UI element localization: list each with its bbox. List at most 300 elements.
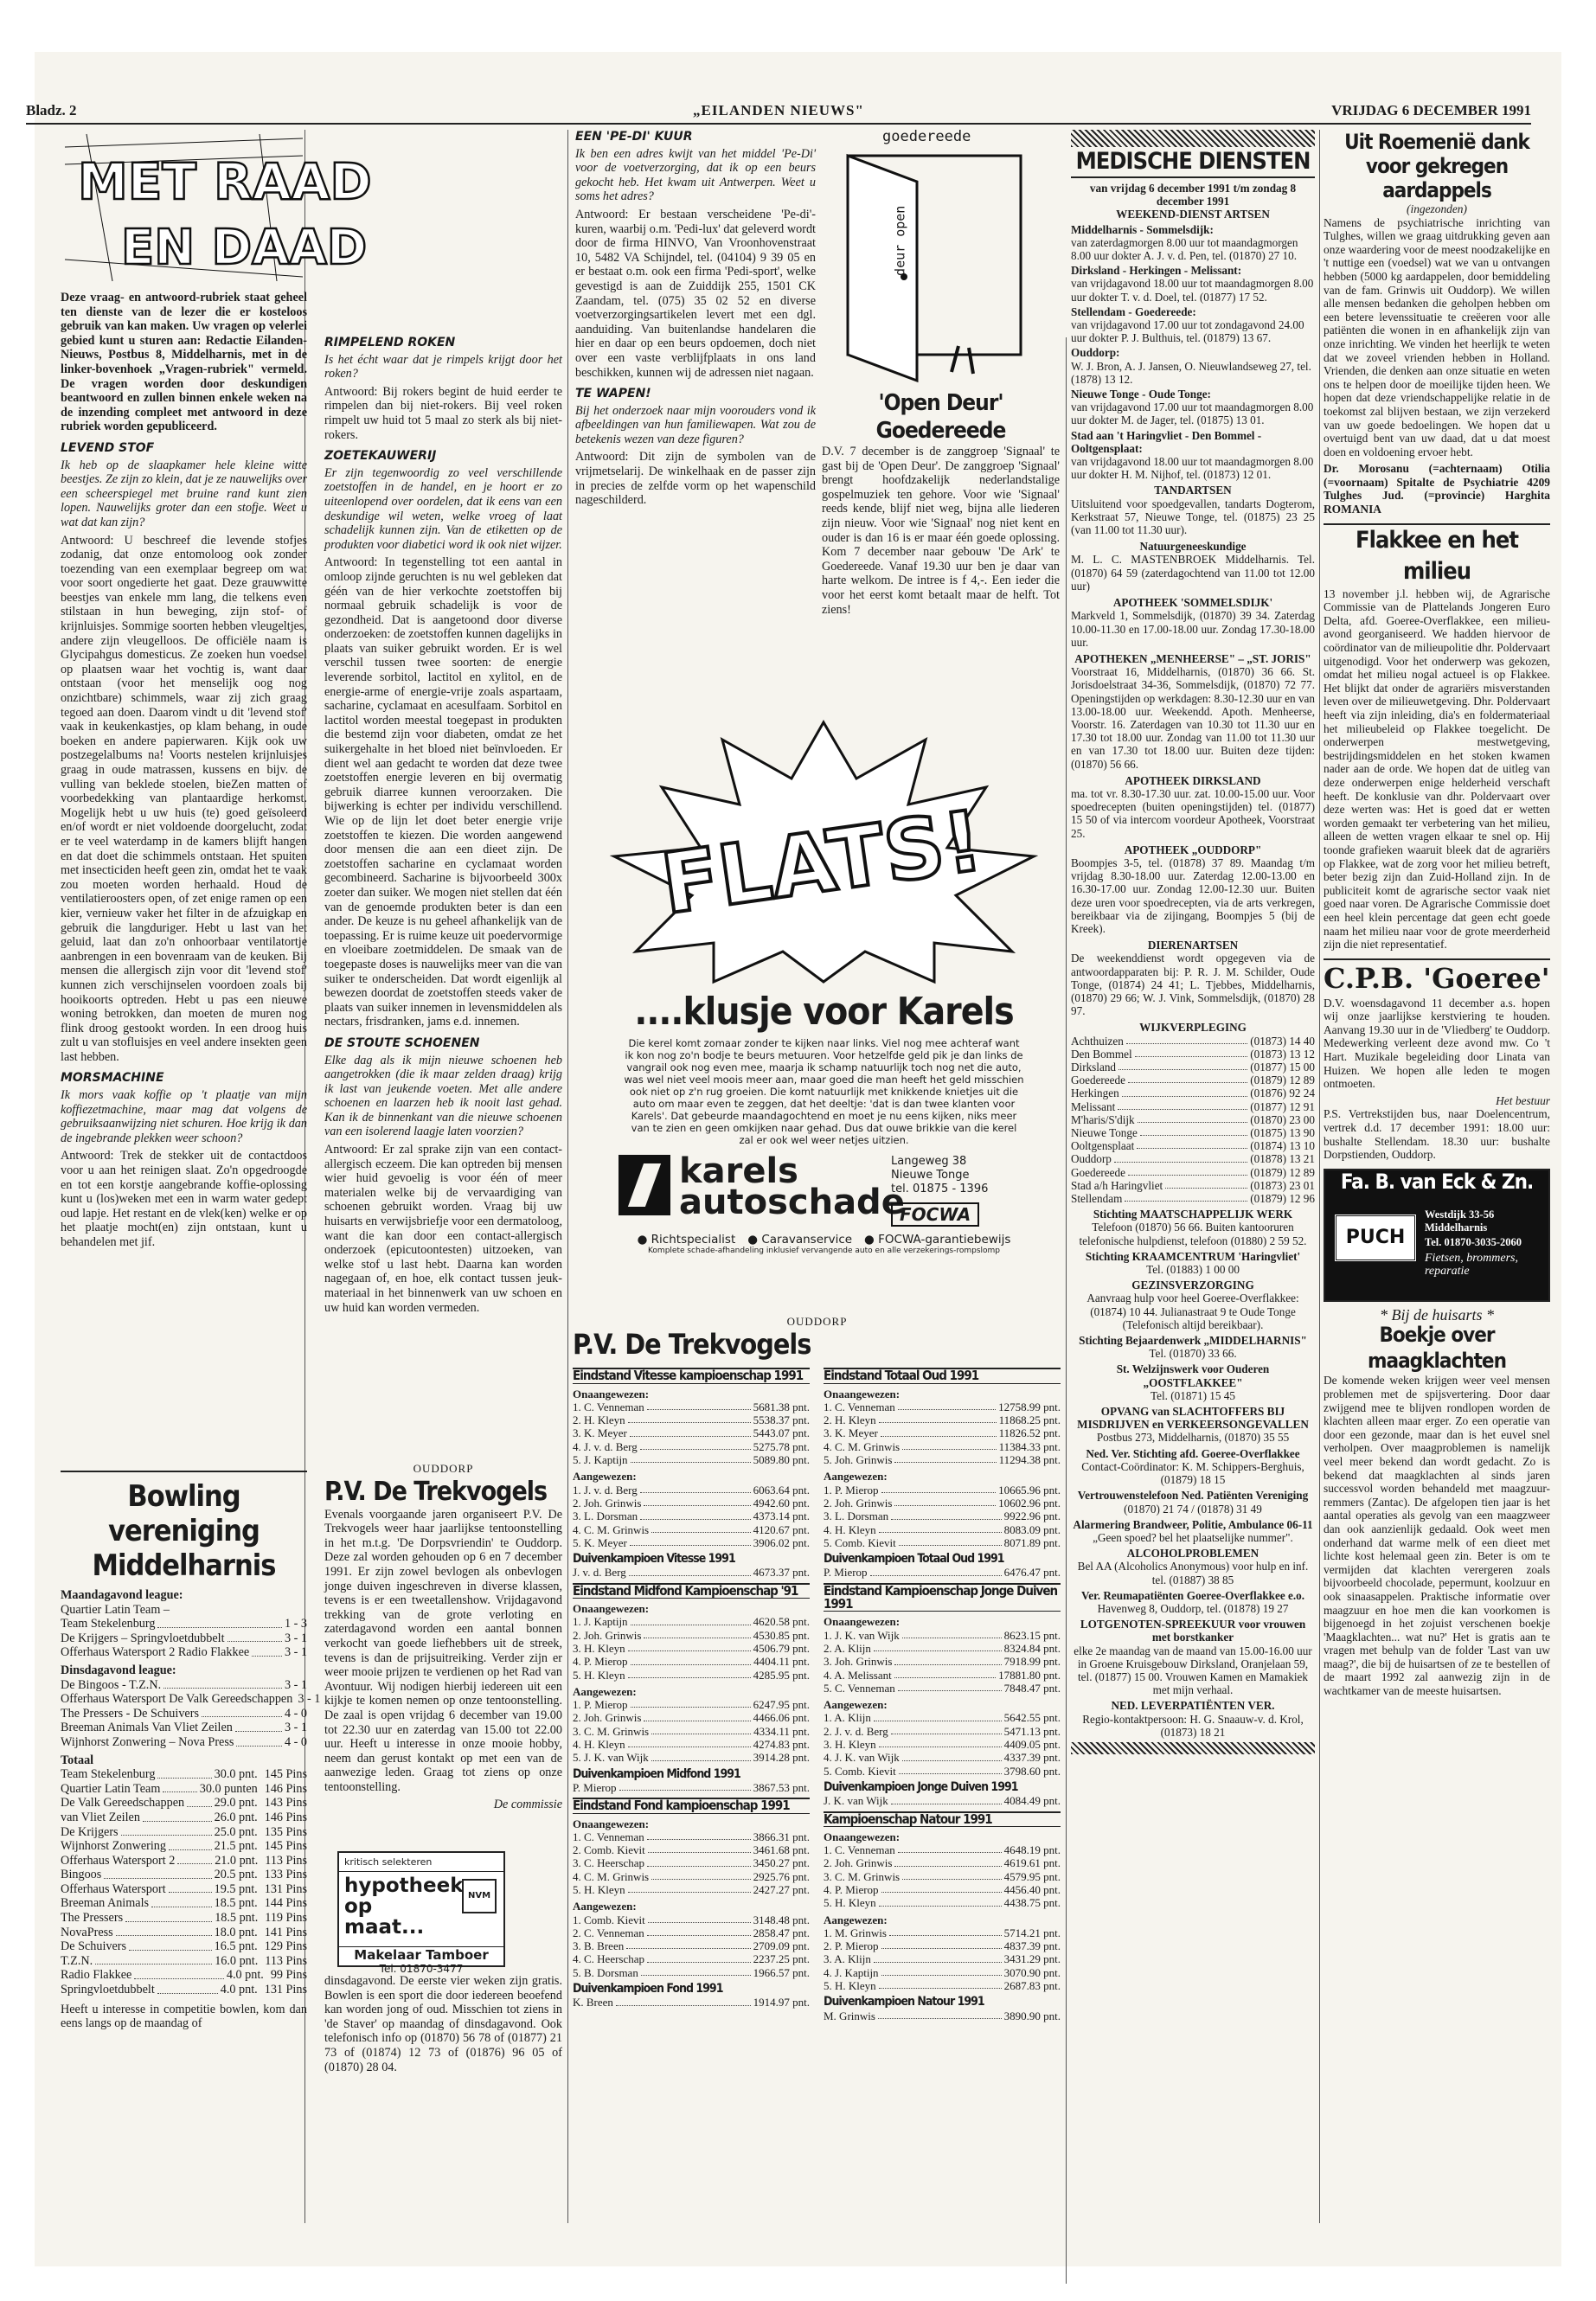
bowling-league-heading: Maandagavond league:	[61, 1588, 183, 1602]
results-subheading: Aangewezen:	[573, 1900, 637, 1913]
results-row	[573, 1400, 810, 1413]
service-name: LOTGENOTEN-SPREEKUUR voor vrouwen met borstkanker	[1080, 1618, 1306, 1644]
row-value: 18.5 pnt.	[215, 1911, 259, 1926]
row-value: 5681.38 pnt.	[753, 1400, 810, 1413]
bowling-title: Middelharnis	[92, 1548, 276, 1583]
results-subheading: Onaangewezen:	[824, 1830, 901, 1843]
ad-bullet: ● FOCWA-garantiebewijs	[864, 1233, 1011, 1247]
row-label: 3. A. Klijn	[824, 1952, 871, 1966]
answer-text: Antwoord: Er bestaan verscheidene 'Pe-di'-kuren, waarbij o.m. 'Pedi-lux' dat geleverd wordt door de firma HINVO, Van Vroonhovenstraat 10, 5482 VA Schijndel, tel. (04104) 9 39 05 en er bestaat o.m. ook een firma 'Pedi-sport', welke gevestigd is aan de Zuiddijk 255, 1501 CK Zaandam, tel. (075) 35 02 52 en diverse voetverzorgingsartikelen levert met een dgl. aanduiding. Van buitenlandse handelaren die hier en daar op een beurs opdoemen, doch niet over een vaste verblijfplaats in ons land beschikken, kunnen wij de adressen niet nagaan.	[575, 207, 816, 380]
row-leader	[630, 1426, 751, 1436]
row-leader	[651, 1870, 751, 1880]
row-label: 3. L. Dorsman	[573, 1509, 638, 1523]
row-value: 18.0 pnt.	[214, 1925, 258, 1939]
row-leader	[889, 1926, 1002, 1936]
results-subheading: Onaangewezen:	[824, 1387, 901, 1400]
row-leader	[628, 1883, 751, 1893]
row-leader	[1126, 1035, 1247, 1044]
column-2	[324, 329, 562, 1453]
champion-heading: Duivenkampioen Jonge Duiven 1991	[824, 1779, 1018, 1794]
row-leader	[879, 1979, 1002, 1989]
row-leader	[898, 1843, 1002, 1853]
bowling-total-row	[61, 1796, 307, 1811]
row-label: 5. Joh. Grinwis	[824, 1453, 893, 1467]
results-row	[573, 1843, 810, 1856]
ad-company: Fa. B. van Eck & Zn.	[1340, 1169, 1534, 1194]
service-name: Stichting MAATSCHAPPELIJK WERK	[1093, 1208, 1293, 1221]
row-label: J. K. van Wijk	[824, 1794, 888, 1808]
bowling-team-line: Quartier Latin Team –	[61, 1602, 170, 1617]
ad-fineprint: Komplete schade-afhandeling inklusief vervangende auto en alle verzekerings-rompslomp	[647, 1247, 1001, 1255]
nvm-logo-icon: NVM	[462, 1879, 497, 1913]
bowling-total-row	[61, 1825, 307, 1840]
bowling-total-row	[61, 1968, 307, 1983]
nursing-row	[1071, 1179, 1315, 1192]
row-leader	[169, 1839, 212, 1850]
article-title: P.V. De Trekvogels	[324, 1476, 548, 1507]
row-value: 1966.57 pnt.	[753, 1965, 810, 1979]
row-value: 3461.68 pnt.	[753, 1843, 810, 1857]
question-text: Ik heb op de slaapkamer hele kleine witte beestjes. Ze zijn zo klein, dat je ze nauwelijks over een scheerspiegel met bruine rand kunt zien lopen. Nauwelijks groter dan een stofje. Weet u wat dat kan zijn?	[61, 458, 307, 529]
article-text: 13 november j.l. hebben wij, de Agrarische Commissie van de Plattelands Jongeren Euro Delta, afd. Goeree-Overflakkee, een milieu-avond georganiseerd. We hadden hiervoor de coördinator van de milieupolitie dhr. Poldervaart uitgenodigd. Voor het onderwerp was gekozen, omdat het milieu nogal actueel is op Flakkee. Het blijkt dat onder de agrariërs misverstanden leven over de milieuwetgeving. Dhr. Poldervaart heeft via zijn inleiding, dia's en foldermateriaal het milieubeleid op Flakkee toegelicht. De onderwerpen mestwetgeving, bestrijdingsmiddelen en het stoken kwamen nader aan de orde. We hopen dat de uitleg van deze onderwerpen enige helderheid verschaft heeft. De konklusie van dhr. Poldervaart over deze werten was: Het is goed dat er wetten worden gemaakt ter verbetering van het milieu, alleen de wetten vragen elkaar te snel op. Hij toonde grafieken waaruit bleek dat de agrariërs op Flakkee, wat de zorg voor het milieu betreft, beter bezig zijn dan Zuid-Holland zijn. In de publiciteit komt de agrarische sector vaak niet goed naar voren. De Agrarische Commissie doet een heel klein percentage dat geen echt goede naam het milieu naar voor de grote meerderheid zijn die niet representatief.	[1324, 586, 1550, 952]
trekvogels-announcement	[324, 1462, 562, 1825]
article-text: D.V. woensdagavond 11 december a.s. hopen wij onze jaarlijkse kerstviering te houden. Aanvang 19.30 uur in de 'Vliedberg' te Ouddorp. Medewerking verleent deze avond mw. Co 't Hart. Muzikale begeleiding door Linata van Huizen. We hopen alle leden te mogen ontmoeten.	[1324, 996, 1550, 1091]
row-value: 4120.67 pnt.	[753, 1522, 810, 1536]
row-label: Offerhaus Watersport De Valk Gereedschappen	[61, 1692, 293, 1707]
row-label: Dirksland	[1071, 1061, 1117, 1074]
row-value: 11826.52 pnt.	[998, 1426, 1061, 1440]
question-heading: ZOETEKAUWERIJ	[324, 449, 437, 464]
results-row	[573, 1615, 810, 1628]
row-value: 1914.97 pnt.	[753, 1996, 810, 2009]
row-label: 1. P. Mierop	[573, 1698, 628, 1712]
row-value: 4409.05 pnt.	[1003, 1738, 1061, 1752]
row-leader	[121, 1825, 212, 1836]
row-label: De Bingoos - T.Z.N.	[61, 1677, 162, 1692]
bowling-result-row	[61, 1631, 307, 1646]
row-leader	[879, 1413, 997, 1423]
service-text: Havenweg 8, Ouddorp, tel. (01878) 19 27	[1097, 1601, 1289, 1615]
bowling-results	[61, 1617, 307, 1660]
hatched-border	[1071, 1742, 1315, 1754]
bike-shop-ad	[1324, 1169, 1550, 1302]
results-row	[573, 1725, 810, 1738]
row-leader	[644, 1711, 750, 1721]
column-divider	[1319, 130, 1320, 2223]
ad-headline: hypotheek op maat...	[344, 1875, 464, 1939]
service-entry	[1071, 1447, 1315, 1487]
results-subheading: Aangewezen:	[824, 1913, 888, 1926]
row-value: 25.0 pnt.	[214, 1824, 258, 1839]
page-header	[26, 102, 1531, 125]
answer-text: Antwoord: Er zal sprake zijn van een contact-allergisch eczeem. Die kan optreden bij mensen wier huid gevoelig is voor één of meer materialen welke bij de vervaardiging van schoenen gebruikt worden. Vraag bij uw huisarts en verwijsbriefje voor een dermatoloog, want die kan door een contact-allergisch onderzoek (epicutoontesten) uitzoeken, van welke stof u last hebt. Daarna kan worden nagegaan of, en hoe, elk contact tussen jeuk-materiaal in het binnenwerk van uw schoen en uw huid kan worden vermeden.	[324, 1143, 562, 1315]
answer-text: Antwoord: Trek de stekker uit de contactdoos voor u aan het reinigen slaat. Zo'n opgedroogde en tot een korstje aangebrande koffie-oplossing kunt u (los)weken met een in warm water gedept oud lapje. Het restant en de vlek(ken) welke er op het plaatje mocht(en) zijn ontstaan, kunt u behandelen met jif.	[61, 1149, 307, 1249]
nursing-row	[1071, 1192, 1315, 1205]
row-value: 3914.28 pnt.	[753, 1751, 810, 1765]
row-label: 2. H. Kleyn	[573, 1413, 625, 1427]
row-value: (01873) 23 01	[1250, 1178, 1315, 1192]
ad-bullets	[606, 1233, 1042, 1247]
results-row	[573, 1536, 810, 1549]
results-heading: Eindstand Fond kampioenschap 1991	[573, 1798, 810, 1813]
row-leader	[104, 1868, 211, 1879]
question-heading: EEN 'PE-DI' KUUR	[575, 130, 693, 144]
row-label: Herkingen	[1071, 1086, 1119, 1100]
row-leader	[899, 1536, 1002, 1546]
results-row	[573, 1497, 810, 1509]
row-value: (01879) 12 89	[1250, 1074, 1315, 1087]
row-value: 3906.02 pnt.	[753, 1535, 810, 1549]
row-leader	[628, 1669, 751, 1678]
row-value: 4942.60 pnt.	[753, 1496, 810, 1509]
row-leader	[125, 1911, 212, 1922]
row-label: De Schuivers	[61, 1939, 127, 1954]
article-subtitle: (ingezonden)	[1407, 202, 1467, 215]
results-row	[824, 1523, 1061, 1536]
row-leader	[628, 1642, 751, 1651]
pharmacy-text: Voorstraat 16, Middelharnis, (01870) 36 66. St. Jorisdoelstraat 34-36, Sommelsdijk, (01870) 72 77. Openingstijden op werkdagen: 8.30-12.30 uur en van 13.00-18.00 uur. Weekendd. Apoth. Menheerse, Voorstr. 16. Zaterdagen van 10.30 tot 11.30 uur en 17.30 tot 18.00 uur. Zondag van 11.00 tot 11.30 uur en van 17.30 tot 18.00 uur. Buiten deze tijden: (01870) 56 66.	[1071, 665, 1315, 771]
row-value: 4373.14 pnt.	[753, 1509, 810, 1523]
row-value-2: 146 Pins	[264, 1781, 307, 1796]
row-label: 1. C. Venneman	[573, 1400, 644, 1413]
results-row	[573, 1523, 810, 1536]
row-label: 2. P. Mierop	[824, 1939, 879, 1953]
results-row	[573, 1484, 810, 1497]
row-value: 5443.07 pnt.	[753, 1426, 810, 1440]
results-row	[573, 1426, 810, 1439]
doctor-area: Nieuwe Tonge - Oude Tonge:	[1071, 388, 1211, 401]
results-row	[824, 1509, 1061, 1522]
service-entry	[1071, 1699, 1315, 1739]
row-value: 3431.29 pnt.	[1003, 1952, 1061, 1966]
question-heading: DE STOUTE SCHOENEN	[324, 1035, 480, 1050]
champion-row	[573, 1566, 810, 1579]
row-value: 30.0 pnt.	[214, 1767, 258, 1782]
row-value: 4466.06 pnt.	[753, 1711, 810, 1725]
bowling-total-row	[61, 1767, 307, 1782]
results-row	[824, 1725, 1061, 1738]
row-value: 4.0 pnt.	[220, 1983, 258, 1997]
row-label: 3. K. Meyer	[824, 1426, 878, 1440]
service-text: Regio-kontaktpersoon: H. G. Snaauw-v. d. Krol, (01873) 18 21	[1082, 1712, 1304, 1739]
row-label: 2. Joh. Grinwis	[573, 1496, 642, 1509]
service-text: elke 2e maandag van de maand van 15.00-16.00 uur in Groene Kruisgebouw Dirksland, Oranjelaan 59, tel. (01877) 15 00. Vrouwen Kamen en Mamakiek met mijn verhaal.	[1074, 1644, 1312, 1697]
row-label: 2. Joh. Grinwis	[573, 1711, 642, 1725]
results-row	[573, 1629, 810, 1642]
open-deur-illustration	[822, 130, 1060, 389]
doctor-text: van vrijdagavond 17.00 uur tot zondagavond 24.00 uur dokter P. J. Bulthuis, tel. (01879) 13 67.	[1071, 318, 1304, 345]
row-value: 4084.49 pnt.	[1003, 1794, 1061, 1808]
row-value: 3890.90 pnt.	[1003, 2009, 1061, 2022]
row-label: 2. H. Kleyn	[824, 1413, 876, 1427]
row-leader	[202, 1707, 282, 1718]
row-leader	[630, 1536, 751, 1546]
row-value-2: 131 Pins	[264, 1983, 307, 1997]
row-leader	[648, 1843, 751, 1853]
nursing-row	[1071, 1152, 1315, 1165]
row-value: 4334.11 pnt.	[753, 1724, 810, 1738]
row-label: Radio Flakkee	[61, 1968, 132, 1983]
row-value: 12758.99 pnt.	[998, 1400, 1061, 1413]
row-label: M. Grinwis	[824, 2009, 875, 2022]
row-leader	[1138, 1113, 1248, 1123]
row-leader	[902, 1870, 1002, 1880]
doctor-list	[1071, 223, 1315, 482]
article-title: 'Open Deur' Goedereede	[875, 390, 1006, 444]
results-row	[573, 1856, 810, 1869]
doctor-text: van vrijdagavond 17.00 uur tot maandagmorgen 8.00 uur dokter M. de Jager, tel. (01875) 13 01.	[1071, 401, 1314, 427]
results-row	[824, 1629, 1061, 1642]
results-row	[824, 1939, 1061, 1952]
row-label: Nieuwe Tonge	[1071, 1126, 1138, 1140]
row-value: 4274.83 pnt.	[753, 1738, 810, 1752]
row-value: 4648.19 pnt.	[1003, 1843, 1061, 1857]
row-leader	[235, 1721, 282, 1732]
service-text: Telefoon (01870) 56 66. Buiten kantooruren telefonische hulpdienst, telefoon (01880) 2 59 52.	[1079, 1221, 1307, 1247]
row-value: 16.5 pnt.	[214, 1939, 258, 1954]
results-row	[824, 1870, 1061, 1883]
results-subheading: Aangewezen:	[573, 1684, 637, 1698]
row-leader	[1114, 1152, 1247, 1162]
results-subheading: Onaangewezen:	[573, 1387, 650, 1400]
row-leader	[641, 1966, 751, 1976]
bowling-total-row	[61, 1954, 307, 1969]
nursing-row	[1071, 1074, 1315, 1086]
row-value-2: 146 Pins	[264, 1810, 307, 1824]
row-label: Offerhaus Watersport 2	[61, 1853, 176, 1868]
results-place: OUDDORP	[786, 1315, 848, 1328]
row-label: 1. J. v. d. Berg	[573, 1483, 638, 1497]
row-value-2: 113 Pins	[265, 1953, 307, 1968]
row-value-2: 129 Pins	[264, 1939, 307, 1954]
question-text: Ik mors vaak koffie op 't plaatje van mijn koffiezetmachine, maar mag dat volgens de gebruiksaanwijzing niet schuren. Hoe krijg ik dan de ingebrande plekken weer schoon?	[61, 1088, 307, 1145]
answer-text: Antwoord: U beschreef die levende stofjes zodanig, dat onze entomoloog ook zonder toezending van een exemplaar begreep om wat voor soort ongedierte het gaat. Deze grauwwitte beestjes van enkele mm lang, die telkens even stilstaan in hun beweging, zijn stof- of krijnluisjes. Sommige soorten hebben vleugeltjes, andere zijn vleugelloos. De officiële naam is Glycipahgus domesticus. Ze zoeken hun voedsel op plaatsen waar het vochtig is, want daar ontstaan (voor het menselijk oog nog onzichtbare) schimmels, waar zij zich graag tegoed aan doen. Daarom vindt u dit 'levend stof' vaak in keukenkastjes, op klam behang, in oude boeken en andere papierwaren. Kijk ook uw postzegelalbums na! Voorts nestelen krijnluisjes graag in oude matrassen, kussens en bijv. de vulling van beklede stoelen, bieZen matten of voorbedekking van plantaardige herkomst. Mogelijk hebt u uw huis (te) goed geïsoleerd en/of wordt er niet voldoende doorgelucht, zodat er te veel waterdamp in de kamers blijft hangen en dat doet die schimmels ontstaan. Het spuiten met insecticiden heeft geen zin, omdat het te vaak zou moeten worden herhaald. Houd de ventilatieroosters open, of zet enige ramen op een kier, vernieuw vaker het filter in de afzuigkap en gebruik die langduriger. Hebt u last van het geluid, laat dan zo'n onhoorbaar ventilatortje aanbrengen in een bovenraam van de keuken. Bij mensen die allergisch zijn voor dit 'levend stof' kunnen zich verschijnselen voordoen zoals bij hooikoorts optreden. Hebt u pas een nieuwe woning betrokken, dan moeten de muren nog flink droog gestookt worden. In een droog huis zult u van stofluisjes en veel andere insekten geen last hebben.	[61, 533, 307, 1064]
row-label: P. Mierop	[573, 1780, 617, 1794]
row-value: 18.5 pnt.	[214, 1896, 258, 1911]
doctor-text: van vrijdagavond 18.00 uur tot maandagmorgen 8.00 uur dokter H. M. Nijhof, tel. (01873) 12 01.	[1071, 455, 1314, 482]
column-1	[61, 130, 372, 1462]
row-value: 4 - 0	[284, 1706, 307, 1721]
row-value: 30.0 punten	[199, 1781, 258, 1796]
row-label: Offerhaus Watersport 2 Radio Flakkee	[61, 1645, 250, 1660]
row-leader	[169, 1882, 212, 1894]
row-label: 5. J. Kaptijn	[573, 1453, 628, 1467]
row-value: 5275.78 pnt.	[753, 1439, 810, 1453]
row-label: Achthuizen	[1071, 1034, 1124, 1048]
bowling-footer: Heeft u interesse in competitie bowlen, kom dan eens langs op de maandag of	[61, 2002, 307, 2031]
row-value: (01879) 12 96	[1250, 1192, 1315, 1206]
row-value: (01874) 13 10	[1250, 1139, 1315, 1153]
rubric-logo-illustration	[61, 130, 372, 285]
weekend-heading: WEEKEND-DIENST ARTSEN	[1116, 208, 1270, 221]
bowling-total-heading: Totaal	[61, 1753, 94, 1767]
row-label: Wijnhorst Zonwering	[61, 1839, 166, 1854]
row-leader	[647, 1926, 751, 1936]
bowling-result-row	[61, 1721, 307, 1735]
ad-brand-block	[606, 1151, 1042, 1233]
doctor-entry	[1071, 264, 1315, 304]
row-label: 5. J. K. van Wijk	[573, 1751, 649, 1765]
results-title: P.V. De Trekvogels	[573, 1328, 811, 1362]
results-subheading: Aangewezen:	[824, 1698, 888, 1712]
row-label: De Krijgers	[61, 1824, 119, 1839]
row-leader	[1128, 1166, 1247, 1176]
row-value-2: 113 Pins	[265, 1853, 307, 1868]
row-label: 1. C. Venneman	[824, 1400, 895, 1413]
row-label: 1. J. K. van Wijk	[824, 1628, 900, 1642]
row-leader	[891, 1509, 1002, 1519]
row-value: (01873) 14 40	[1250, 1034, 1315, 1048]
pharmacy-text: ma. tot vr. 8.30-17.30 uur. zat. 10.00-15.00 uur. Voor spoedrecepten (buiten openingstijden) tel. (01877) 15 50 of via intercom voordeur Apotheek, Voorstraat 25.	[1071, 786, 1315, 840]
section-title: MEDISCHE DIENSTEN	[1071, 147, 1315, 178]
pharmacy-text: Boompjes 3-5, tel. (01878) 37 89. Maandag t/m vrijdag 8.30-18.00 uur. Zaterdag 12.00-13.00 en 16.30-17.00 uur. Zondag 12.00-12.30 uur. Buiten deze uren voor spoedrecepten, via de arts verkregen, bereikbaar via de zijingang, Boompjes 5 (bij de Kreek).	[1071, 856, 1315, 935]
row-leader	[157, 1983, 218, 1994]
ad-slogan: ....klusje voor Karels	[634, 990, 1014, 1034]
row-label: 3. C. Heerschap	[573, 1856, 645, 1870]
row-label: Team Stekelenburg	[61, 1617, 156, 1631]
row-leader	[879, 1738, 1002, 1747]
newspaper-name: „EILANDEN NIEUWS"	[693, 102, 864, 119]
results-right	[824, 1364, 1061, 2022]
row-value: 6063.64 pnt.	[753, 1483, 810, 1497]
svg-text:EN DAAD: EN DAAD	[121, 220, 368, 276]
row-leader	[647, 1952, 751, 1962]
row-value: 2687.83 pnt.	[1003, 1979, 1061, 1993]
row-value: 3867.53 pnt.	[753, 1780, 810, 1794]
service-text: Tel. (01871) 15 45	[1151, 1388, 1235, 1402]
row-value: 11294.38 pnt.	[998, 1453, 1061, 1467]
results-heading: Kampioenschap Natour 1991	[824, 1811, 1061, 1827]
champion-heading: Duivenkampioen Midfond 1991	[573, 1766, 740, 1781]
row-leader	[647, 1830, 751, 1840]
champion-heading: Duivenkampioen Totaal Oud 1991	[824, 1552, 1004, 1567]
service-text: Aanvraag hulp voor heel Goeree-Overflakkee: (01874) 10 44. Julianastraat 9 te Oude Tonge (Telefonisch altijd bereikbaar).	[1086, 1292, 1299, 1331]
results-row	[824, 1413, 1061, 1426]
service-entry	[1071, 1250, 1315, 1276]
service-entry	[1071, 1362, 1315, 1402]
svg-text:MET RAAD: MET RAAD	[78, 152, 372, 211]
row-label: 1. M. Grinwis	[824, 1926, 887, 1939]
mortgage-ad	[337, 1851, 505, 1975]
row-label: The Pressers - De Schuivers	[61, 1706, 199, 1721]
row-label: 3. K. Meyer	[573, 1426, 627, 1440]
row-leader	[874, 1711, 1002, 1721]
results-row	[824, 1856, 1061, 1869]
question-heading: MORSMACHINE	[61, 1071, 164, 1086]
row-leader	[616, 1996, 751, 2005]
results-row	[573, 1913, 810, 1926]
champion-row	[573, 1781, 810, 1794]
service-name: Alarmering Brandweer, Politie, Ambulance 06-11	[1073, 1517, 1313, 1531]
row-leader	[902, 1751, 1002, 1760]
row-leader	[902, 1629, 1002, 1638]
doctor-text: van vrijdagavond 18.00 uur tot maandagmorgen 8.00 uur dokter T. v. d. Doel, tel. (01877) 17 52.	[1071, 277, 1314, 304]
service-entry	[1071, 1208, 1315, 1247]
row-leader	[891, 1794, 1002, 1804]
row-label: 1. C. Venneman	[573, 1830, 644, 1843]
row-value: 4620.58 pnt.	[753, 1615, 810, 1629]
row-value: 21.5 pnt.	[214, 1839, 258, 1854]
row-value: 2427.27 pnt.	[753, 1882, 810, 1896]
row-leader	[644, 1629, 750, 1638]
row-label: 4. C. Heerschap	[573, 1952, 645, 1966]
row-leader	[1137, 1139, 1247, 1149]
doctor-area: Ouddorp:	[1071, 346, 1120, 360]
row-label: Quartier Latin Team	[61, 1781, 161, 1796]
question-text: Elke dag als ik mijn nieuwe schoenen heb aangetrokken (die ik maar zelden draag) krijg ik last van jeukende voeten. Met alle andere schoenen en laarzen heb ik nooit last gehad. Kan ik de binnenkant van die nieuwe schoenen van een isolerend laagje laten voorzien?	[324, 1053, 562, 1139]
results-row	[573, 1966, 810, 1979]
row-label: 1. P. Mierop	[824, 1483, 879, 1497]
doctor-entry	[1071, 346, 1315, 386]
row-label: P. Mierop	[824, 1566, 868, 1580]
row-leader	[236, 1735, 282, 1747]
results-row	[573, 1870, 810, 1883]
service-name: Stichting Bejaardenwerk „MIDDELHARNIS"	[1079, 1334, 1307, 1348]
row-leader	[157, 1767, 211, 1779]
row-leader	[629, 1566, 751, 1575]
row-label: 4. C. M. Grinwis	[573, 1522, 650, 1536]
results-subheading: Onaangewezen:	[573, 1817, 650, 1830]
bowling-league-heading: Dinsdagavond league:	[61, 1663, 176, 1677]
row-leader	[651, 1523, 751, 1533]
answer-text: Antwoord: Dit zijn de symbolen van de vrijmetselarij. De winkelhaak en de passer zijn in precies de zelfde vorm op het wapenschild nageschilderd.	[575, 450, 816, 508]
row-label: 4. P. Mierop	[824, 1882, 879, 1896]
results-row	[573, 1642, 810, 1655]
ad-phone: tel. 01875 - 1396	[891, 1183, 989, 1195]
row-label: 2. Joh. Grinwis	[573, 1628, 642, 1642]
service-entry	[1071, 1489, 1315, 1515]
trekvogels-results	[573, 1315, 1061, 2258]
row-label: Springvloetdubbelt	[61, 1983, 155, 1997]
row-label: 1. A. Klijn	[824, 1711, 871, 1725]
row-label: Ouddorp	[1071, 1152, 1112, 1166]
row-label: 3. C. M. Grinwis	[824, 1869, 901, 1883]
row-label: van Vliet Zeilen	[61, 1810, 140, 1824]
results-columns	[573, 1364, 1061, 2022]
row-value: 10665.96 pnt.	[998, 1483, 1061, 1497]
doctor-text: W. J. Bron, A. J. Jansen, O. Nieuwlandseweg 27, tel. (1878) 13 12.	[1071, 359, 1311, 386]
row-value-2: 143 Pins	[264, 1796, 307, 1811]
row-label: 4. C. M. Grinwis	[824, 1439, 901, 1453]
row-leader	[881, 1883, 1002, 1893]
champion-heading: Duivenkampioen Fond 1991	[573, 1982, 723, 1997]
row-label: 2. Joh. Grinwis	[824, 1496, 893, 1509]
row-label: NovaPress	[61, 1925, 113, 1939]
row-leader	[163, 1782, 196, 1793]
results-subheading: Onaangewezen:	[573, 1602, 650, 1616]
ad-bullet: ● Richtspecialist	[637, 1233, 736, 1247]
row-leader	[252, 1645, 282, 1657]
service-entry	[1071, 1334, 1315, 1360]
results-row	[573, 1939, 810, 1952]
pharmacy-heading: APOTHEEK „OUDDORP"	[1124, 843, 1262, 856]
nursing-row	[1071, 1100, 1315, 1113]
row-label: 2. J. v. d. Berg	[824, 1724, 888, 1738]
results-row	[573, 1711, 810, 1724]
results-subheading: Onaangewezen:	[824, 1615, 901, 1629]
row-label: 4. J. v. d. Berg	[573, 1439, 638, 1453]
service-name: Ver. Reumapatiënten Goeree-Overflakkee e.o.	[1080, 1588, 1305, 1602]
results-row	[824, 1655, 1061, 1668]
pharmacy-heading: APOTHEEK DIRKSLAND	[1125, 773, 1261, 787]
row-label: The Pressers	[61, 1911, 124, 1926]
row-label: 5. Comb. Kievit	[824, 1764, 896, 1778]
row-value: (01873) 13 12	[1250, 1047, 1315, 1061]
row-label: 5. H. Kleyn	[573, 1668, 625, 1682]
bowling-continued	[324, 1974, 562, 2104]
row-leader	[894, 1453, 996, 1463]
results-row	[824, 1669, 1061, 1682]
